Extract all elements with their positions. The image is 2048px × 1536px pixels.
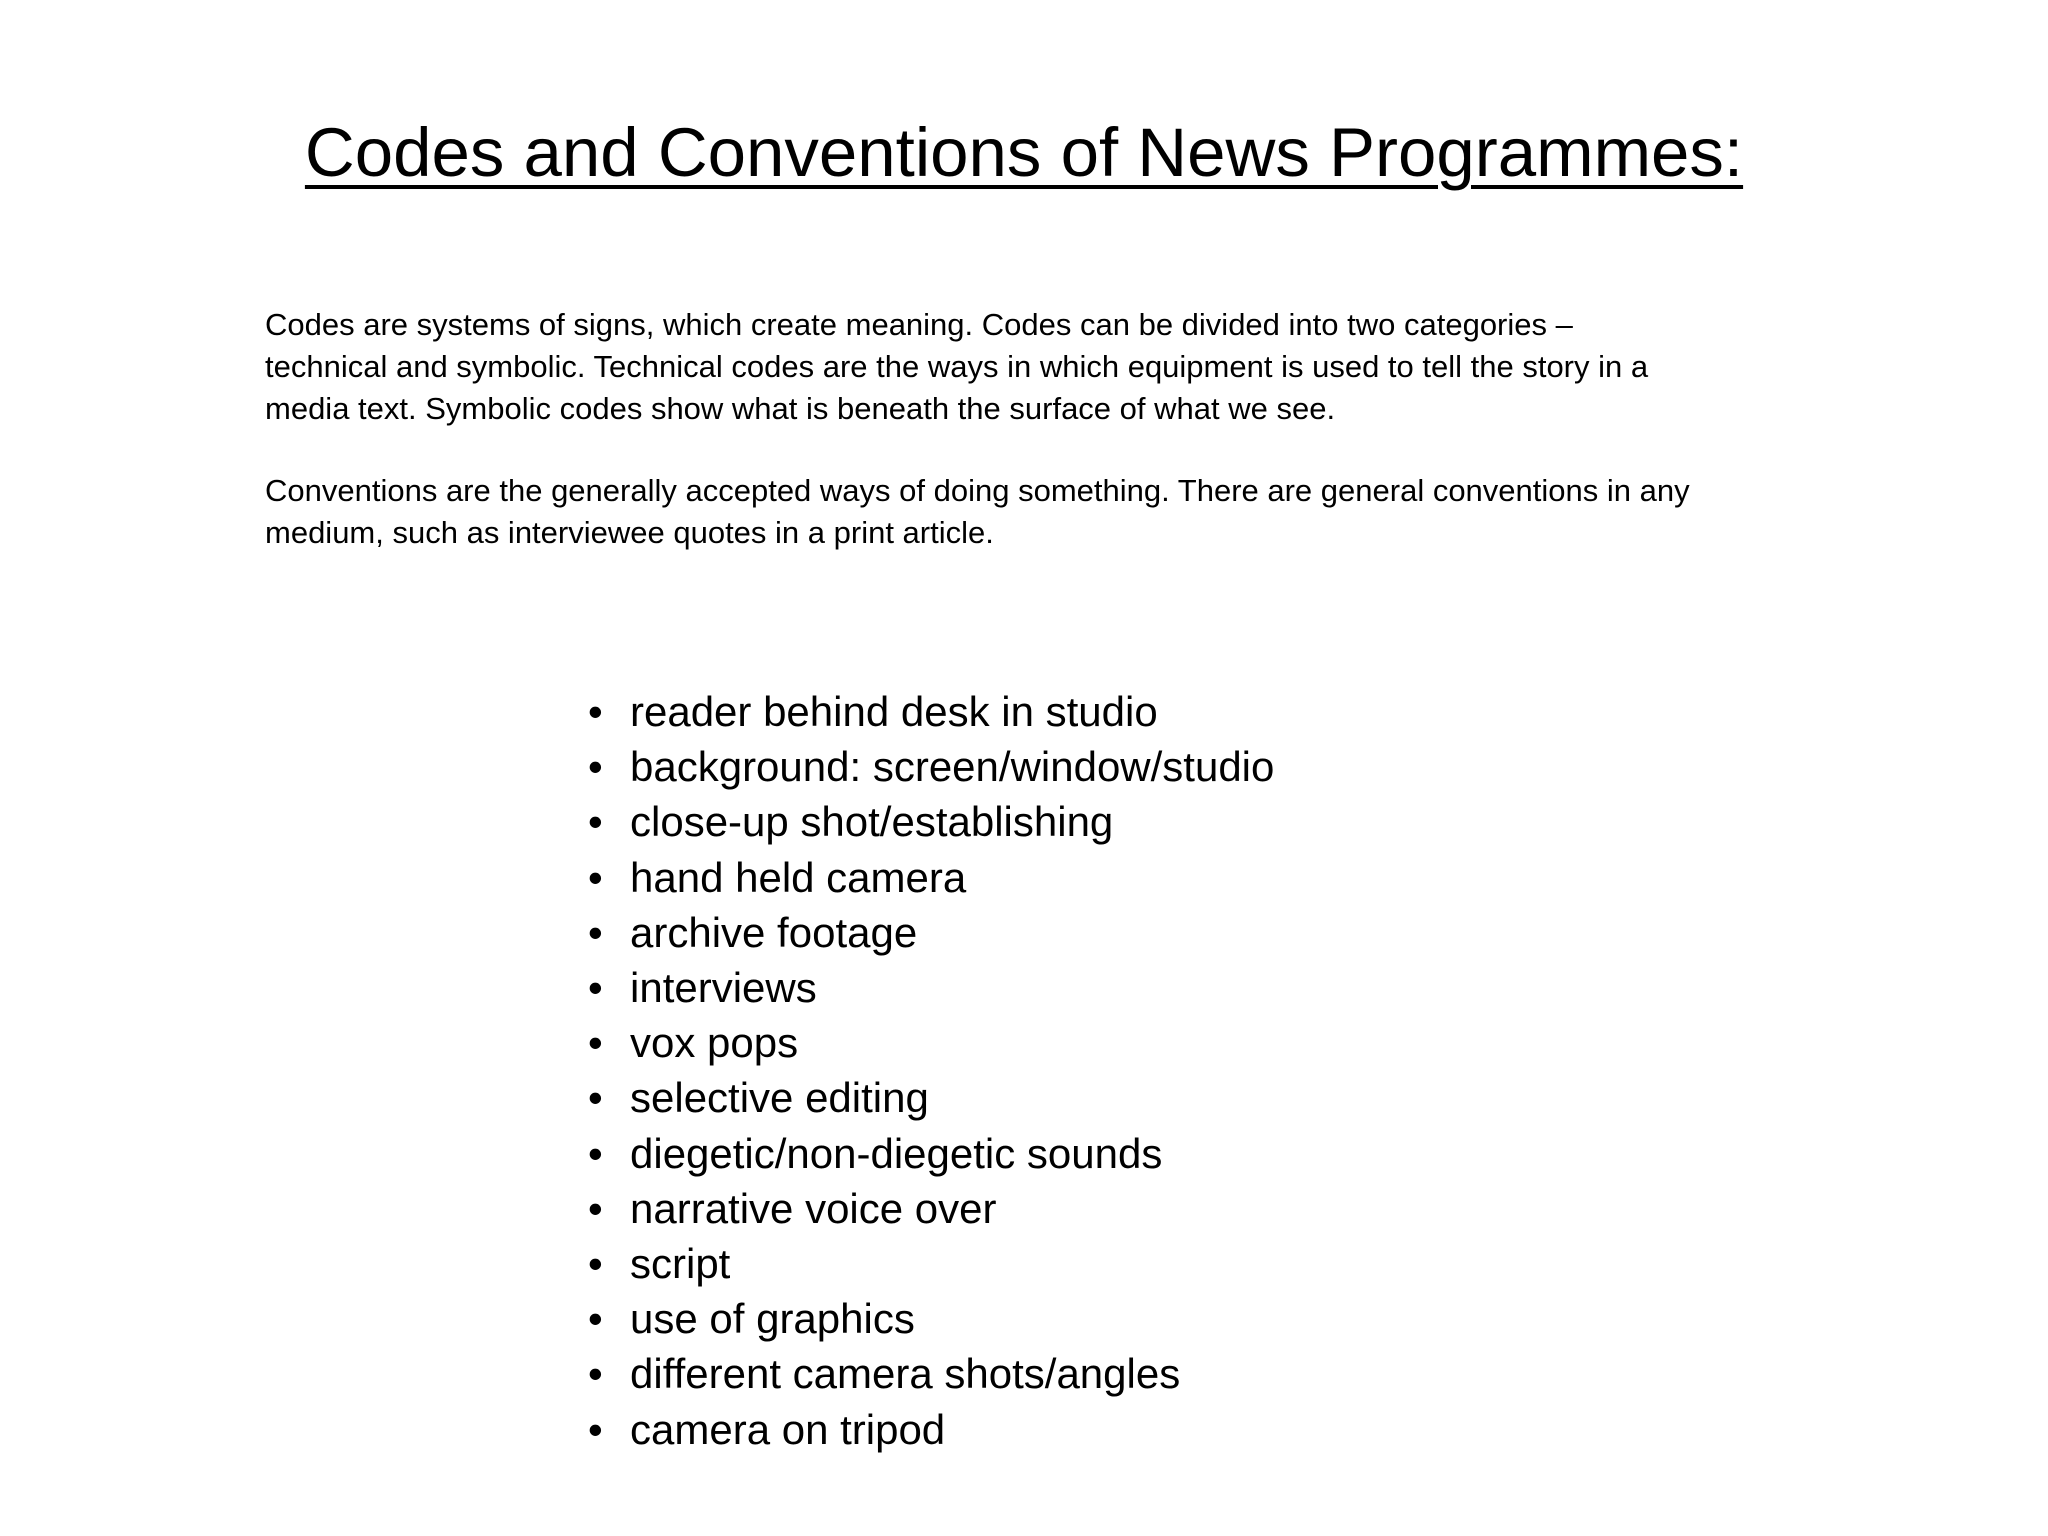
bullet-icon: • [588, 1350, 603, 1398]
list-item-text: narrative voice over [630, 1184, 997, 1232]
bullet-icon: • [588, 688, 603, 735]
list-item [588, 739, 1274, 794]
bullet-icon: • [588, 798, 603, 846]
conventions-paragraph [265, 470, 1865, 554]
list-item-text: use of graphics [630, 1295, 915, 1343]
bullet-icon: • [588, 1074, 603, 1122]
list-item [588, 794, 1274, 849]
list-item [588, 1015, 1274, 1070]
bullet-icon: • [588, 908, 603, 956]
bullet-icon: • [588, 1405, 603, 1453]
list-item-text: vox pops [630, 1019, 799, 1067]
list-item-text: hand held camera [630, 853, 967, 901]
bullet-icon: • [588, 1019, 603, 1067]
slide-title: Codes and Conventions of News Programmes: [304, 114, 1744, 191]
list-item [588, 1402, 1274, 1457]
bullet-icon: • [588, 1184, 603, 1232]
list-item-text: camera on tripod [630, 1405, 946, 1453]
list-item [588, 850, 1274, 905]
list-item-text: background: screen/window/studio [630, 743, 1275, 791]
bullet-icon: • [588, 1129, 603, 1177]
conventions-paragraph-line: Conventions are the generally accepted ways of doing something. There are general conventions in any [265, 473, 1690, 508]
bullet-icon: • [588, 853, 603, 901]
codes-paragraph [265, 304, 1865, 430]
codes-paragraph-line: technical and symbolic. Technical codes are the ways in which equipment is used to tell the story in a [265, 349, 1649, 384]
list-item-text: archive footage [630, 908, 918, 956]
list-item-text: reader behind desk in studio [630, 688, 1158, 735]
list-item-text: close-up shot/establishing [630, 798, 1114, 846]
list-item [588, 1181, 1274, 1236]
bullet-icon: • [588, 743, 603, 791]
list-item-text: script [630, 1240, 731, 1288]
conventions-paragraph-line: medium, such as interviewee quotes in a print article. [265, 515, 994, 550]
list-item [588, 1070, 1274, 1125]
list-item [588, 1346, 1274, 1401]
list-item-text: selective editing [630, 1074, 929, 1122]
conventions-bullet-list [588, 684, 1274, 1457]
bullet-icon: • [588, 1240, 603, 1288]
codes-paragraph-line: Codes are systems of signs, which create meaning. Codes can be divided into two categories – [265, 307, 1573, 342]
list-item [588, 1291, 1274, 1346]
list-item-text: diegetic/non-diegetic sounds [630, 1129, 1163, 1177]
list-item [588, 960, 1274, 1015]
bullet-icon: • [588, 1295, 603, 1343]
codes-paragraph-line: media text. Symbolic codes show what is beneath the surface of what we see. [265, 391, 1336, 426]
list-item [588, 684, 1274, 739]
list-item [588, 1236, 1274, 1291]
list-item-text: different camera shots/angles [630, 1350, 1181, 1398]
list-item [588, 1126, 1274, 1181]
list-item [588, 905, 1274, 960]
list-item-text: interviews [630, 964, 817, 1012]
bullet-icon: • [588, 964, 603, 1012]
